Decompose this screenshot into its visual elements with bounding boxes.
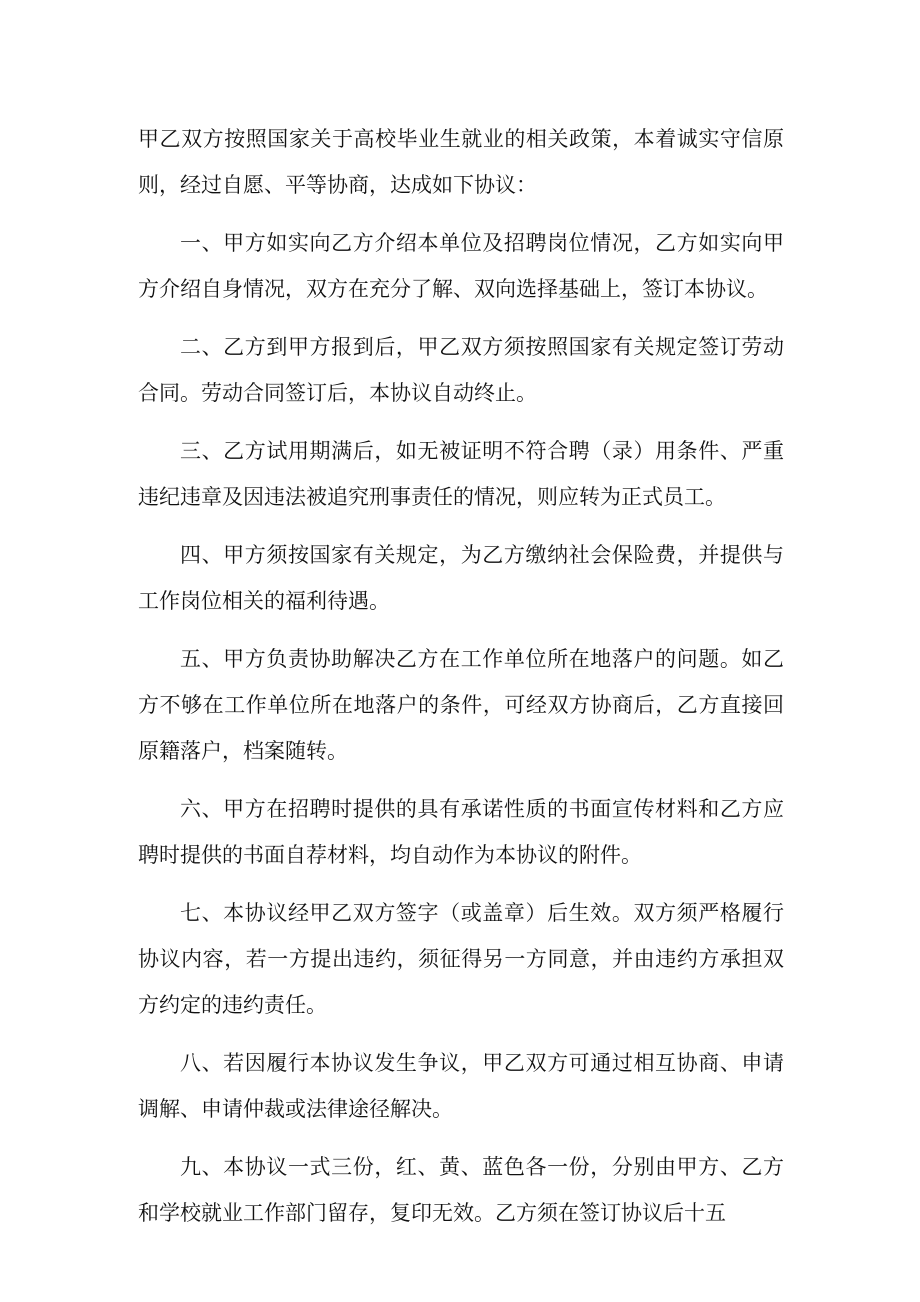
- clause-3: 三、乙方试用期满后，如无被证明不符合聘（录）用条件、严重违纪违章及因违法被追究刑事责任的情况，则应转为正式员工。: [138, 439, 784, 509]
- clause-5: 五、甲方负责协助解决乙方在工作单位所在地落户的问题。如乙方不够在工作单位所在地落户的条件，可经双方协商后，乙方直接回原籍落户，档案随转。: [138, 647, 784, 763]
- clause-9: 九、本协议一式三份，红、黄、蓝色各一份，分别由甲方、乙方和学校就业工作部门留存，复印无效。乙方须在签订协议后十五: [138, 1155, 784, 1225]
- clause-8: 八、若因履行本协议发生争议，甲乙双方可通过相互协商、申请调解、申请仲裁或法律途径解决。: [138, 1051, 784, 1121]
- clause-6: 六、甲方在招聘时提供的具有承诺性质的书面宣传材料和乙方应聘时提供的书面自荐材料，均自动作为本协议的附件。: [138, 797, 784, 867]
- clause-2: 二、乙方到甲方报到后，甲乙双方须按照国家有关规定签订劳动合同。劳动合同签订后，本协议自动终止。: [138, 335, 784, 405]
- clause-4: 四、甲方须按国家有关规定，为乙方缴纳社会保险费，并提供与工作岗位相关的福利待遇。: [138, 543, 784, 613]
- clause-7: 七、本协议经甲乙双方签字（或盖章）后生效。双方须严格履行协议内容，若一方提出违约，须征得另一方同意，并由违约方承担双方约定的违约责任。: [138, 901, 784, 1017]
- intro-paragraph: 甲乙双方按照国家关于高校毕业生就业的相关政策，本着诚实守信原则，经过自愿、平等协商，达成如下协议：: [138, 127, 784, 197]
- clause-1: 一、甲方如实向乙方介绍本单位及招聘岗位情况，乙方如实向甲方介绍自身情况，双方在充分了解、双向选择基础上，签订本协议。: [138, 231, 784, 301]
- agreement-body: [138, 116, 784, 1248]
